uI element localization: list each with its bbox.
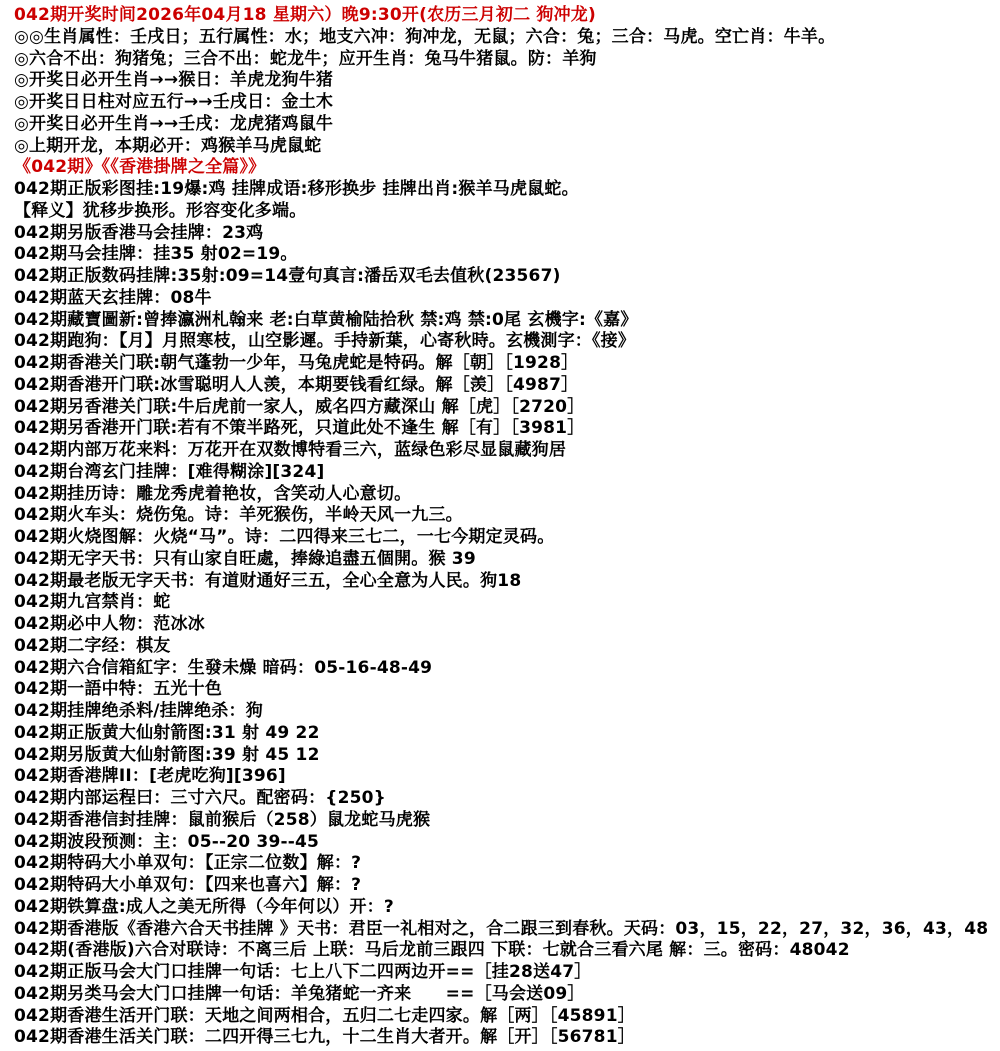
text-line: 042期特码大小单双句：【正宗二位数】解：? <box>14 853 362 874</box>
text-line: 042期正版马会大门口挂牌一句话：七上八下二四两边开==［挂28送47］ <box>14 962 592 982</box>
text-line: 042期香港关门联:朝气蓬勃一少年，马兔虎蛇是特码。解［朝］［1928］ <box>14 353 579 373</box>
text-line: 042期另版香港马会挂牌：23鸡 <box>14 222 264 243</box>
text-line: 042期香港版《香港六合天书挂牌 》天书：君臣一礼相对之，合二跟三到春秋。天码：03，15，22，27，32，36，43，48 <box>14 918 989 939</box>
text-line: 042期藏寶圖新:曾捧瀛洲札翰来 老:白草黄榆陆拾秋 禁:鸡 禁:0尾 玄機字:《嘉》 <box>14 309 638 330</box>
text-line: 042期火烧图解：火烧“马”。诗：二四得来三七二，一七今期定灵码。 <box>14 527 555 547</box>
text-line: 042期香港信封挂牌：鼠前猴后（258）鼠龙蛇马虎猴 <box>14 809 431 830</box>
text-line: 042期火车头：烧伤兔。诗：羊死猴伤，半岭天风一九三。 <box>14 505 463 526</box>
text-line: 042期另香港开门联:若有不策半路死，只道此处不逢生 解［有］［3981］ <box>14 418 585 439</box>
text-line: 042期内部运程曰：三寸六尺。配密码：{250} <box>14 788 386 808</box>
text-line: 042期九宫禁肖：蛇 <box>14 592 171 613</box>
text-line: 042期香港生活关门联：二四开得三七九，十二生肖大者开。解［开］［56781］ <box>14 1027 635 1048</box>
text-line: 042期特码大小单双句：【四来也喜六】解：? <box>14 875 362 895</box>
text-line: 042期开奖时间2026年04月18 星期六）晚9:30开(农历三月初二 狗冲龙) <box>14 5 596 25</box>
text-line: 042期香港开门联:冰雪聪明人人羡，本期要钱看红绿。解［羡］［4987］ <box>14 374 579 395</box>
text-line: 042期另类马会大门口挂牌一句话：羊兔猪蛇一齐来 ==［马会送09］ <box>14 983 585 1004</box>
text-line: 042期内部万花来料：万花开在双数博特看三六，蓝绿色彩尽显鼠藏狗居 <box>14 440 567 460</box>
text-line: 042期台湾玄门挂牌：[难得糊涂][324] <box>14 461 325 482</box>
text-line: 042期(香港版)六合对联诗：不离三后 上联：马后龙前三跟四 下联：七就合三看六尾 解：三。密码：48042 <box>14 940 850 961</box>
text-line: 042期六合信箱紅字：生發未燥 暗码：05-16-48-49 <box>14 657 433 678</box>
text-line: 042期一語中特：五光十色 <box>14 679 223 700</box>
text-line: 042期蓝天玄挂牌：08牛 <box>14 287 212 308</box>
text-line: 042期最老版无字天书：有道财通好三五，全心全意为人民。狗18 <box>14 570 522 591</box>
text-line: 042期无字天书：只有山家自旺處，捧綠追盡五個開。猴 39 <box>14 548 476 569</box>
text-line: 【释义】犹移步换形。形容变化多端。 <box>14 200 307 221</box>
text-line: ◎六合不出：狗猪兔；三合不出：蛇龙牛；应开生肖：兔马牛猪鼠。防：羊狗 <box>14 48 597 69</box>
text-line: ◎开奖日必开生肖→→猴日：羊虎龙狗牛猪 <box>14 70 334 91</box>
text-line: 042期香港生活开门联：天地之间两相合，五归二七走四家。解［两］［45891］ <box>14 1005 635 1026</box>
text-line: 042期必中人物：范冰冰 <box>14 614 205 634</box>
text-line: ◎上期开龙，本期必开：鸡猴羊马虎鼠蛇 <box>14 135 322 156</box>
text-line: 042期正版黄大仙射箭图:31 射 49 22 <box>14 722 320 743</box>
text-line: ◎◎生肖属性：壬戌日；五行属性：水；地支六冲：狗冲龙，无鼠；六合：兔；三合：马虎。空亡肖：牛羊。 <box>14 26 836 47</box>
text-line: 042期铁算盘:成人之美无所得（今年何以）开：? <box>14 896 394 917</box>
text-line: 042期波段预测：主：05--20 39--45 <box>14 831 320 852</box>
text-line: ◎开奖日必开生肖→→壬戌：龙虎猪鸡鼠牛 <box>14 113 334 134</box>
text-line: 042期挂牌绝杀料/挂牌绝杀：狗 <box>14 701 263 721</box>
text-line: 042期正版彩图挂:19爆:鸡 挂牌成语:移形换步 挂牌出肖:猴羊马虎鼠蛇。 <box>14 179 579 199</box>
text-line: 042期挂历诗：雕龙秀虎着艳妆，含笑动人心意切。 <box>14 483 412 504</box>
text-line: 《042期》《《香港掛牌之全篇》》 <box>14 157 266 178</box>
text-line: ◎开奖日日柱对应五行→→壬戌日：金土木 <box>14 92 334 112</box>
text-line: 042期二字经：棋友 <box>14 635 171 656</box>
text-line: 042期跑狗：【月】月照寒枝，山空影遲。手持新葉，心寄秋時。玄機測字：《接》 <box>14 331 636 352</box>
text-line: 042期正版数码挂牌:35射:09=14壹句真言:潘岳双毛去值秋(23567) <box>14 266 561 286</box>
text-line: 042期香港牌II：[老虎吃狗][396] <box>14 766 286 787</box>
text-line: 042期另香港关门联:牛后虎前一家人，威名四方藏深山 解［虎］［2720］ <box>14 396 585 417</box>
text-line: 042期马会挂牌：挂35 射02=19。 <box>14 244 298 265</box>
text-line: 042期另版黄大仙射箭图:39 射 45 12 <box>14 744 320 765</box>
